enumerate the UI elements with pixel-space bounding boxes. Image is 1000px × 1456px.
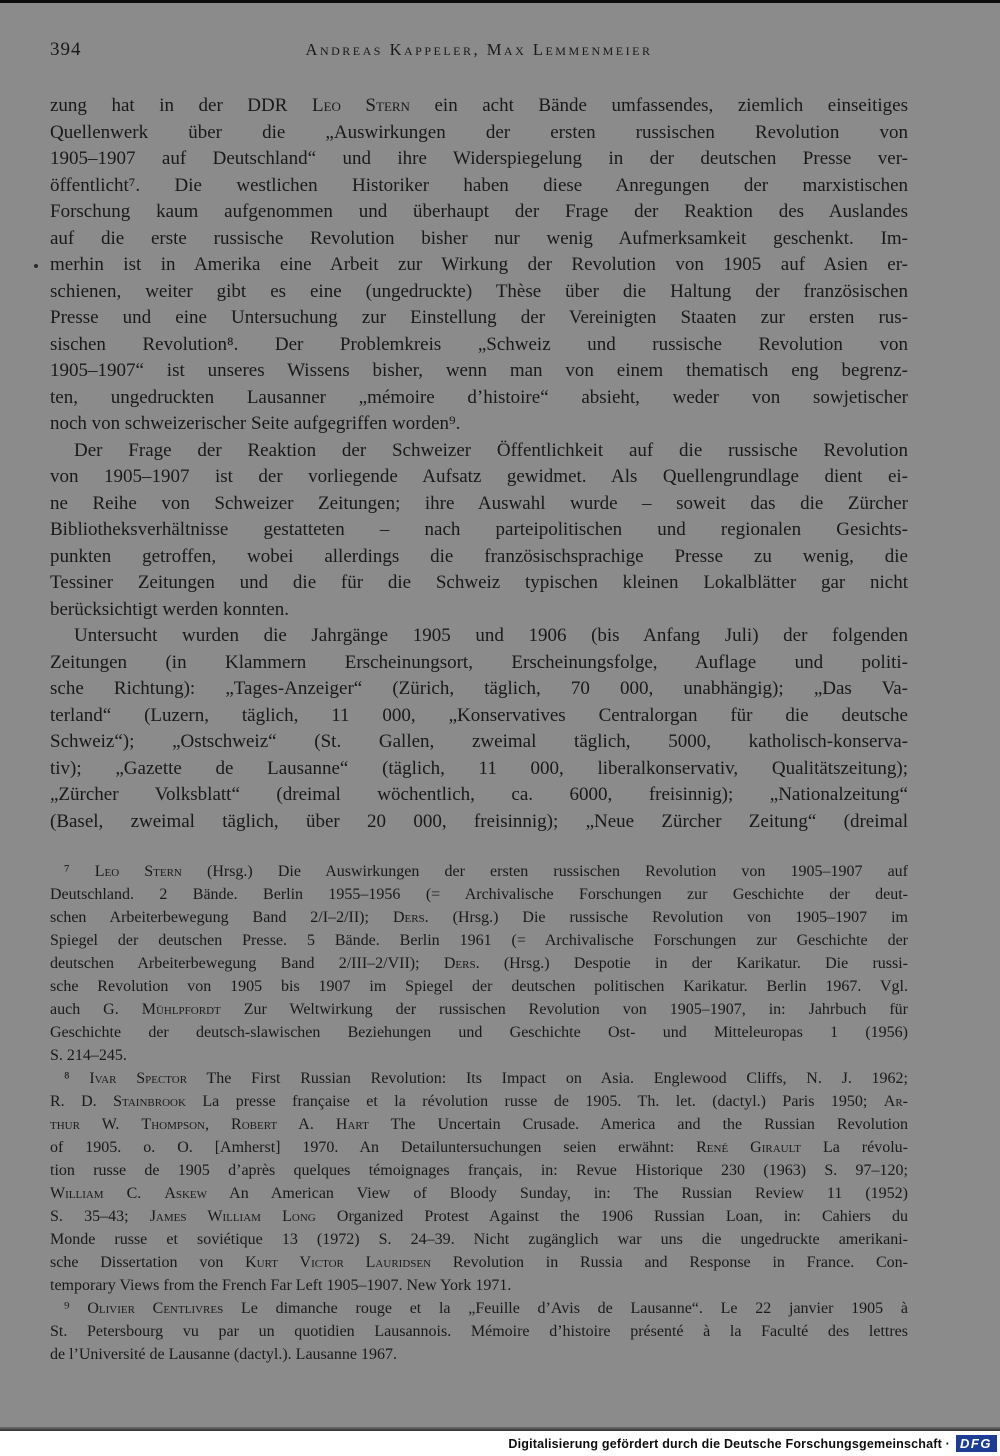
footnote-line: de l’Université de Lausanne (dactyl.). Lausanne 1967. [50, 1346, 397, 1363]
text-line: ten, ungedruckten Lausanner „mémoire d’histoire“ absieht, weder von sowjetischer [50, 386, 908, 408]
footnote-line: ⁷ Leo Stern (Hrsg.) Die Auswirkungen der ersten russischen Revolution von 1905–1907 auf [64, 863, 909, 880]
dfg-logo: DFG [956, 1435, 997, 1452]
text-line: ne Reihe von Schweizer Zeitungen; ihre Auswahl wurde – soweit das die Zürcher [50, 492, 908, 514]
footnote-line: Monde russe et soviétique 13 (1972) S. 24–39. Nicht zugänglich war uns die ungedruckte amerikani- [50, 1231, 908, 1248]
text-line: 1905–1907“ ist unseres Wissens bisher, wenn man von einem thematisch eng begrenz- [50, 360, 908, 381]
footnote-7 [50, 860, 908, 1067]
text-line: Schweiz“); „Ostschweiz“ (St. Gallen, zweimal täglich, 5000, katholisch-konserva- [50, 731, 908, 752]
text-line: Quellenwerk über die „Auswirkungen der ersten russischen Revolution von [50, 121, 908, 143]
footnote-line: tion russe de 1905 d’après quelques témoignages français, in: Revue Historique 230 (1963) S. 97–120; [50, 1162, 908, 1179]
page-number: 394 [50, 39, 82, 60]
footnote-line: auch G. Mühlpfordt Zur Weltwirkung der russischen Revolution von 1905–1907, in: Jahrbuch für [50, 1001, 908, 1018]
text-line: Bibliotheksverhältnisse gestatteten – nach parteipolitischen und regionalen Gesichts- [50, 519, 908, 540]
footnote-9 [50, 1297, 908, 1366]
footnote-line: sche Revolution von 1905 bis 1907 im Spiegel der deutschen politischen Karikatur. Berlin 1967. Vgl. [50, 978, 908, 995]
scan-artifact-dot [34, 264, 38, 268]
footnote-line: R. D. Stainbrook La presse française et la révolution russe de 1905. Th. let. (dactyl.) Paris 1950; Ar- [50, 1093, 908, 1110]
text-line: Zeitungen (in Klammern Erscheinungsort, Erscheinungsfolge, Auflage und politi- [50, 651, 908, 673]
text-line: sche Richtung): „Tages-Anzeiger“ (Zürich, täglich, 70 000, unabhängig); „Das Va- [50, 678, 908, 699]
paragraph [50, 623, 908, 835]
footnote-line: of 1905. o. O. [Amherst] 1970. An Detailuntersuchungen seien erwähnt: René Girault La révolu- [50, 1139, 909, 1156]
footnote-line: Deutschland. 2 Bände. Berlin 1955–1956 (= Archivalische Forschungen zur Geschichte der deut- [50, 886, 908, 903]
text-line: merhin ist in Amerika eine Arbeit zur Wirkung der Revolution von 1905 auf Asien er- [50, 254, 908, 275]
text-line: tiv); „Gazette de Lausanne“ (täglich, 11 000, liberalkonservativ, Qualitätszeitung); [50, 757, 908, 779]
body-text [50, 93, 908, 835]
footnote-line: Spiegel der deutschen Presse. 5 Bände. Berlin 1961 (= Archivalische Forschungen zur Geschichte der [50, 932, 908, 949]
text-line: Presse und eine Untersuchung zur Einstellung der Vereinigten Staaten zur ersten rus- [50, 307, 908, 328]
scan-edge-top [0, 0, 1000, 3]
text-line: sischen Revolution⁸. Der Problemkreis „Schweiz und russische Revolution von [50, 333, 908, 355]
running-header [50, 38, 908, 64]
text-line: Untersucht wurden die Jahrgänge 1905 und 1906 (bis Anfang Juli) der folgenden [74, 625, 908, 646]
footnote-line: William C. Askew An American View of Bloody Sunday, in: The Russian Review 11 (1952) [50, 1185, 909, 1202]
dfg-attribution-text: Digitalisierung gefördert durch die Deutsche Forschungsgemeinschaft · [508, 1436, 951, 1451]
footnote-line: deutschen Arbeiterbewegung Band 2/III–2/VII); Ders. (Hrsg.) Despotie in der Karikatur. Die russi- [50, 955, 909, 972]
text-line: zung hat in der DDR Leo Stern ein acht Bände umfassendes, ziemlich einseitiges [50, 95, 908, 116]
footnote-line: Geschichte der deutsch-slawischen Beziehungen und Geschichte Ost- und Mitteleuropas 1 (1956) [50, 1024, 908, 1041]
text-line: 1905–1907 auf Deutschland“ und ihre Widerspiegelung in der deutschen Presse ver- [50, 148, 908, 169]
footnote-line: ⁸ Ivar Spector The First Russian Revolution: Its Impact on Asia. Englewood Cliffs, N. J. 1962; [64, 1070, 909, 1087]
footnote-8 [50, 1067, 908, 1297]
dfg-footer-bar [0, 1431, 1000, 1456]
footnote-line: sche Dissertation von Kurt Victor Lauridsen Revolution in Russia and Response in France. Con- [50, 1254, 909, 1271]
text-line: terland“ (Luzern, täglich, 11 000, „Konservatives Centralorgan für die deutsche [50, 704, 908, 726]
running-header-authors: Andreas Kappeler, Max Lemmenmeier [305, 40, 653, 59]
text-line: noch von schweizerischer Seite aufgegriffen worden⁹. [50, 413, 461, 434]
paragraph [50, 93, 908, 438]
text-line: punkten getroffen, wobei allerdings die französischsprachige Presse zu wenig, die [50, 545, 908, 567]
text-line: öffentlicht⁷. Die westlichen Historiker haben diese Anregungen der marxistischen [50, 174, 908, 196]
text-line: Tessiner Zeitungen und die für die Schweiz typischen kleinen Lokalblätter gar nicht [50, 572, 908, 593]
footnote-line: temporary Views from the French Far Left 1905–1907. New York 1971. [50, 1277, 512, 1294]
text-line: von 1905–1907 ist der vorliegende Aufsatz gewidmet. Als Quellengrundlage dient ei- [50, 466, 908, 487]
footnote-line: schen Arbeiterbewegung Band 2/I–2/II); Ders. (Hrsg.) Die russische Revolution von 1905–1907 im [50, 909, 909, 926]
paragraph [50, 438, 908, 624]
text-line: auf die erste russische Revolution bisher nur wenig Aufmerksamkeit geschenkt. Im- [50, 227, 908, 249]
footnote-line: St. Petersbourg vu par un quotidien Lausannois. Mémoire d’histoire présenté à la Faculté des lettres [50, 1323, 908, 1340]
text-line: Der Frage der Reaktion der Schweizer Öffentlichkeit auf die russische Revolution [74, 439, 908, 461]
footnote-line: S. 214–245. [50, 1047, 127, 1064]
footnote-line: ⁹ Olivier Centlivres Le dimanche rouge et la „Feuille d’Avis de Lausanne“. Le 22 janvier 1905 à [64, 1300, 909, 1317]
footnote-line: S. 35–43; James William Long Organized Protest Against the 1906 Russian Loan, in: Cahiers du [50, 1208, 908, 1225]
text-line: „Zürcher Volksblatt“ (dreimal wöchentlich, ca. 6000, freisinnig); „Nationalzeitung“ [50, 784, 908, 805]
footnote-line: thur W. Thompson, Robert A. Hart The Uncertain Crusade. America and the Russian Revolution [50, 1116, 909, 1133]
text-line: schienen, weiter gibt es eine (ungedruckte) Thèse über die Haltung der französischen [50, 280, 908, 302]
footnotes [50, 860, 908, 1366]
text-line: berücksichtigt werden konnten. [50, 598, 290, 620]
text-line: (Basel, zweimal täglich, über 20 000, freisinnig); „Neue Zürcher Zeitung“ (dreimal [50, 810, 908, 832]
text-line: Forschung kaum aufgenommen und überhaupt der Frage der Reaktion des Auslandes [50, 201, 908, 222]
